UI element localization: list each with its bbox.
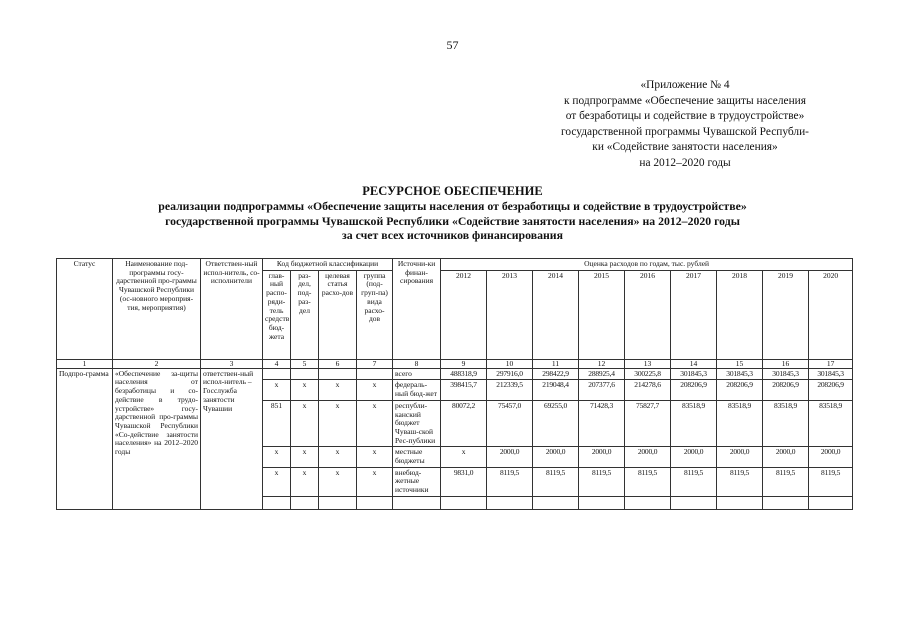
page-number: 57 bbox=[446, 38, 459, 52]
value-cell: 9831,0 bbox=[441, 467, 487, 496]
column-number: 12 bbox=[579, 359, 625, 368]
title-line: реализации подпрограммы «Обеспечение защиты населения от безработицы и содействие в трудоустройстве» bbox=[158, 199, 747, 213]
title-line: государственной программы Чувашской Республики «Содействие занятости населения» на 2012–2020 годы bbox=[165, 213, 740, 228]
value-cell: 208206,9 bbox=[809, 380, 853, 400]
appendix-line: ки «Содействие занятости населения» bbox=[592, 141, 778, 154]
column-number: 7 bbox=[357, 359, 393, 368]
resource-table bbox=[56, 258, 853, 510]
column-number: 17 bbox=[809, 359, 853, 368]
code-target-cell: x bbox=[319, 467, 357, 496]
value-cell: x bbox=[441, 447, 487, 467]
column-number: 9 bbox=[441, 359, 487, 368]
code-group-cell: x bbox=[357, 380, 393, 400]
source-cell: всего bbox=[393, 368, 441, 380]
code-main-cell: x bbox=[263, 467, 291, 496]
value-cell: 83518,9 bbox=[763, 400, 809, 447]
code-section-cell: x bbox=[291, 380, 319, 400]
header-year: 2016 bbox=[625, 270, 671, 359]
header-year: 2015 bbox=[579, 270, 625, 359]
title-line: РЕСУРСНОЕ ОБЕСПЕЧЕНИЕ bbox=[362, 184, 543, 198]
empty-cell bbox=[809, 496, 853, 509]
empty-cell bbox=[717, 496, 763, 509]
header-year: 2017 bbox=[671, 270, 717, 359]
code-section-cell: x bbox=[291, 400, 319, 447]
value-cell: 298422,9 bbox=[533, 368, 579, 380]
code-target-cell: x bbox=[319, 447, 357, 467]
appendix-line: «Приложение № 4 bbox=[640, 79, 730, 91]
value-cell: 398415,7 bbox=[441, 380, 487, 400]
empty-cell bbox=[263, 496, 291, 509]
value-cell: 8119,5 bbox=[625, 467, 671, 496]
column-number: 13 bbox=[625, 359, 671, 368]
subprogram-name-cell: «Обеспечение за-щиты населения от безработицы и со-действие в трудо-устройстве» госу-дарственной про-граммы Чувашской Республики «Со-действие занятости населения» на 2012–2020 годы bbox=[113, 368, 201, 509]
empty-cell bbox=[533, 496, 579, 509]
header-year: 2020 bbox=[809, 270, 853, 359]
header-estimate: Оценка расходов по годам, тыс. рублей bbox=[441, 259, 853, 271]
column-number: 3 bbox=[201, 359, 263, 368]
appendix-line: на 2012–2020 годы bbox=[639, 156, 731, 169]
code-group-cell: x bbox=[357, 400, 393, 447]
value-cell: 297916,0 bbox=[487, 368, 533, 380]
header-year: 2012 bbox=[441, 270, 487, 359]
empty-cell bbox=[393, 496, 441, 509]
value-cell: 80072,2 bbox=[441, 400, 487, 447]
column-number: 1 bbox=[57, 359, 113, 368]
header-year: 2014 bbox=[533, 270, 579, 359]
code-target-cell: x bbox=[319, 380, 357, 400]
empty-cell bbox=[291, 496, 319, 509]
value-cell: 8119,5 bbox=[487, 467, 533, 496]
title-line: за счет всех источников финансирования bbox=[342, 228, 563, 242]
value-cell: 75457,0 bbox=[487, 400, 533, 447]
value-cell: 301845,3 bbox=[717, 368, 763, 380]
column-number: 11 bbox=[533, 359, 579, 368]
empty-cell bbox=[441, 496, 487, 509]
value-cell: 8119,5 bbox=[809, 467, 853, 496]
value-cell: 8119,5 bbox=[533, 467, 579, 496]
code-group-cell bbox=[357, 368, 393, 380]
column-number: 14 bbox=[671, 359, 717, 368]
source-cell: республи-канский бюджет Чуваш-ской Рес-публики bbox=[393, 400, 441, 447]
column-number-row bbox=[57, 359, 853, 368]
value-cell: 300225,8 bbox=[625, 368, 671, 380]
value-cell: 301845,3 bbox=[809, 368, 853, 380]
code-main-cell bbox=[263, 368, 291, 380]
header-responsible: Ответствен-ный испол-нитель, со-исполнители bbox=[201, 259, 263, 360]
column-number: 4 bbox=[263, 359, 291, 368]
status-cell: Подпро-грамма bbox=[57, 368, 113, 509]
empty-cell bbox=[357, 496, 393, 509]
code-section-cell: x bbox=[291, 467, 319, 496]
value-cell: 208206,9 bbox=[671, 380, 717, 400]
value-cell: 212339,5 bbox=[487, 380, 533, 400]
header-expense-group: группа (под-груп-па) вида расхо-дов bbox=[357, 270, 393, 359]
value-cell: 208206,9 bbox=[717, 380, 763, 400]
empty-cell bbox=[487, 496, 533, 509]
column-number: 5 bbox=[291, 359, 319, 368]
value-cell: 2000,0 bbox=[763, 447, 809, 467]
value-cell: 2000,0 bbox=[487, 447, 533, 467]
value-cell: 288925,4 bbox=[579, 368, 625, 380]
header-status: Статус bbox=[57, 259, 113, 360]
code-section-cell bbox=[291, 368, 319, 380]
code-target-cell bbox=[319, 368, 357, 380]
document-title bbox=[60, 183, 845, 243]
value-cell: 83518,9 bbox=[671, 400, 717, 447]
column-number: 6 bbox=[319, 359, 357, 368]
code-main-cell: x bbox=[263, 380, 291, 400]
empty-cell bbox=[763, 496, 809, 509]
value-cell: 83518,9 bbox=[717, 400, 763, 447]
appendix-line: государственной программы Чувашской Республи- bbox=[561, 125, 809, 138]
value-cell: 8119,5 bbox=[671, 467, 717, 496]
responsible-cell: ответствен-ный испол-нитель – Госслужба занятости Чувашии bbox=[201, 368, 263, 509]
header-row bbox=[57, 259, 853, 271]
empty-cell bbox=[319, 496, 357, 509]
value-cell: 2000,0 bbox=[625, 447, 671, 467]
code-section-cell: x bbox=[291, 447, 319, 467]
value-cell: 301845,3 bbox=[763, 368, 809, 380]
value-cell: 83518,9 bbox=[809, 400, 853, 447]
column-number: 8 bbox=[393, 359, 441, 368]
empty-cell bbox=[625, 496, 671, 509]
value-cell: 71428,3 bbox=[579, 400, 625, 447]
header-budget-code: Код бюджетной классификации bbox=[263, 259, 393, 271]
empty-cell bbox=[579, 496, 625, 509]
code-target-cell: x bbox=[319, 400, 357, 447]
code-group-cell: x bbox=[357, 467, 393, 496]
header-source: Источни-ки финан-сирования bbox=[393, 259, 441, 360]
appendix-line: от безработицы и содействие в трудоустройстве» bbox=[565, 110, 805, 123]
code-main-cell: 851 bbox=[263, 400, 291, 447]
header-section: раз-дел, под-раз-дел bbox=[291, 270, 319, 359]
column-number: 16 bbox=[763, 359, 809, 368]
column-number: 2 bbox=[113, 359, 201, 368]
value-cell: 207377,6 bbox=[579, 380, 625, 400]
header-year: 2013 bbox=[487, 270, 533, 359]
value-cell: 488318,9 bbox=[441, 368, 487, 380]
value-cell: 219048,4 bbox=[533, 380, 579, 400]
value-cell: 69255,0 bbox=[533, 400, 579, 447]
source-cell: федераль-ный бюд-жет bbox=[393, 380, 441, 400]
header-year: 2019 bbox=[763, 270, 809, 359]
header-main-manager: глав-ный распо-ряди-тель средств бюд-жета bbox=[263, 270, 291, 359]
header-name: Наименование под-программы госу-дарственной про-граммы Чувашской Республики (ос-новного мероприя-тия, мероприятия) bbox=[113, 259, 201, 360]
value-cell: 8119,5 bbox=[579, 467, 625, 496]
code-main-cell: x bbox=[263, 447, 291, 467]
value-cell: 2000,0 bbox=[717, 447, 763, 467]
value-cell: 2000,0 bbox=[533, 447, 579, 467]
appendix-header bbox=[535, 78, 835, 172]
table-row bbox=[57, 368, 853, 380]
value-cell: 214278,6 bbox=[625, 380, 671, 400]
header-target-article: целевая статья расхо-дов bbox=[319, 270, 357, 359]
column-number: 10 bbox=[487, 359, 533, 368]
header-year: 2018 bbox=[717, 270, 763, 359]
empty-cell bbox=[671, 496, 717, 509]
value-cell: 2000,0 bbox=[809, 447, 853, 467]
value-cell: 8119,5 bbox=[763, 467, 809, 496]
source-cell: внебюд-жетные источники bbox=[393, 467, 441, 496]
value-cell: 2000,0 bbox=[671, 447, 717, 467]
appendix-line: к подпрограмме «Обеспечение защиты населения bbox=[563, 94, 807, 107]
value-cell: 301845,3 bbox=[671, 368, 717, 380]
value-cell: 2000,0 bbox=[579, 447, 625, 467]
code-group-cell: x bbox=[357, 447, 393, 467]
column-number: 15 bbox=[717, 359, 763, 368]
source-cell: местные бюджеты bbox=[393, 447, 441, 467]
value-cell: 208206,9 bbox=[763, 380, 809, 400]
value-cell: 8119,5 bbox=[717, 467, 763, 496]
value-cell: 75827,7 bbox=[625, 400, 671, 447]
